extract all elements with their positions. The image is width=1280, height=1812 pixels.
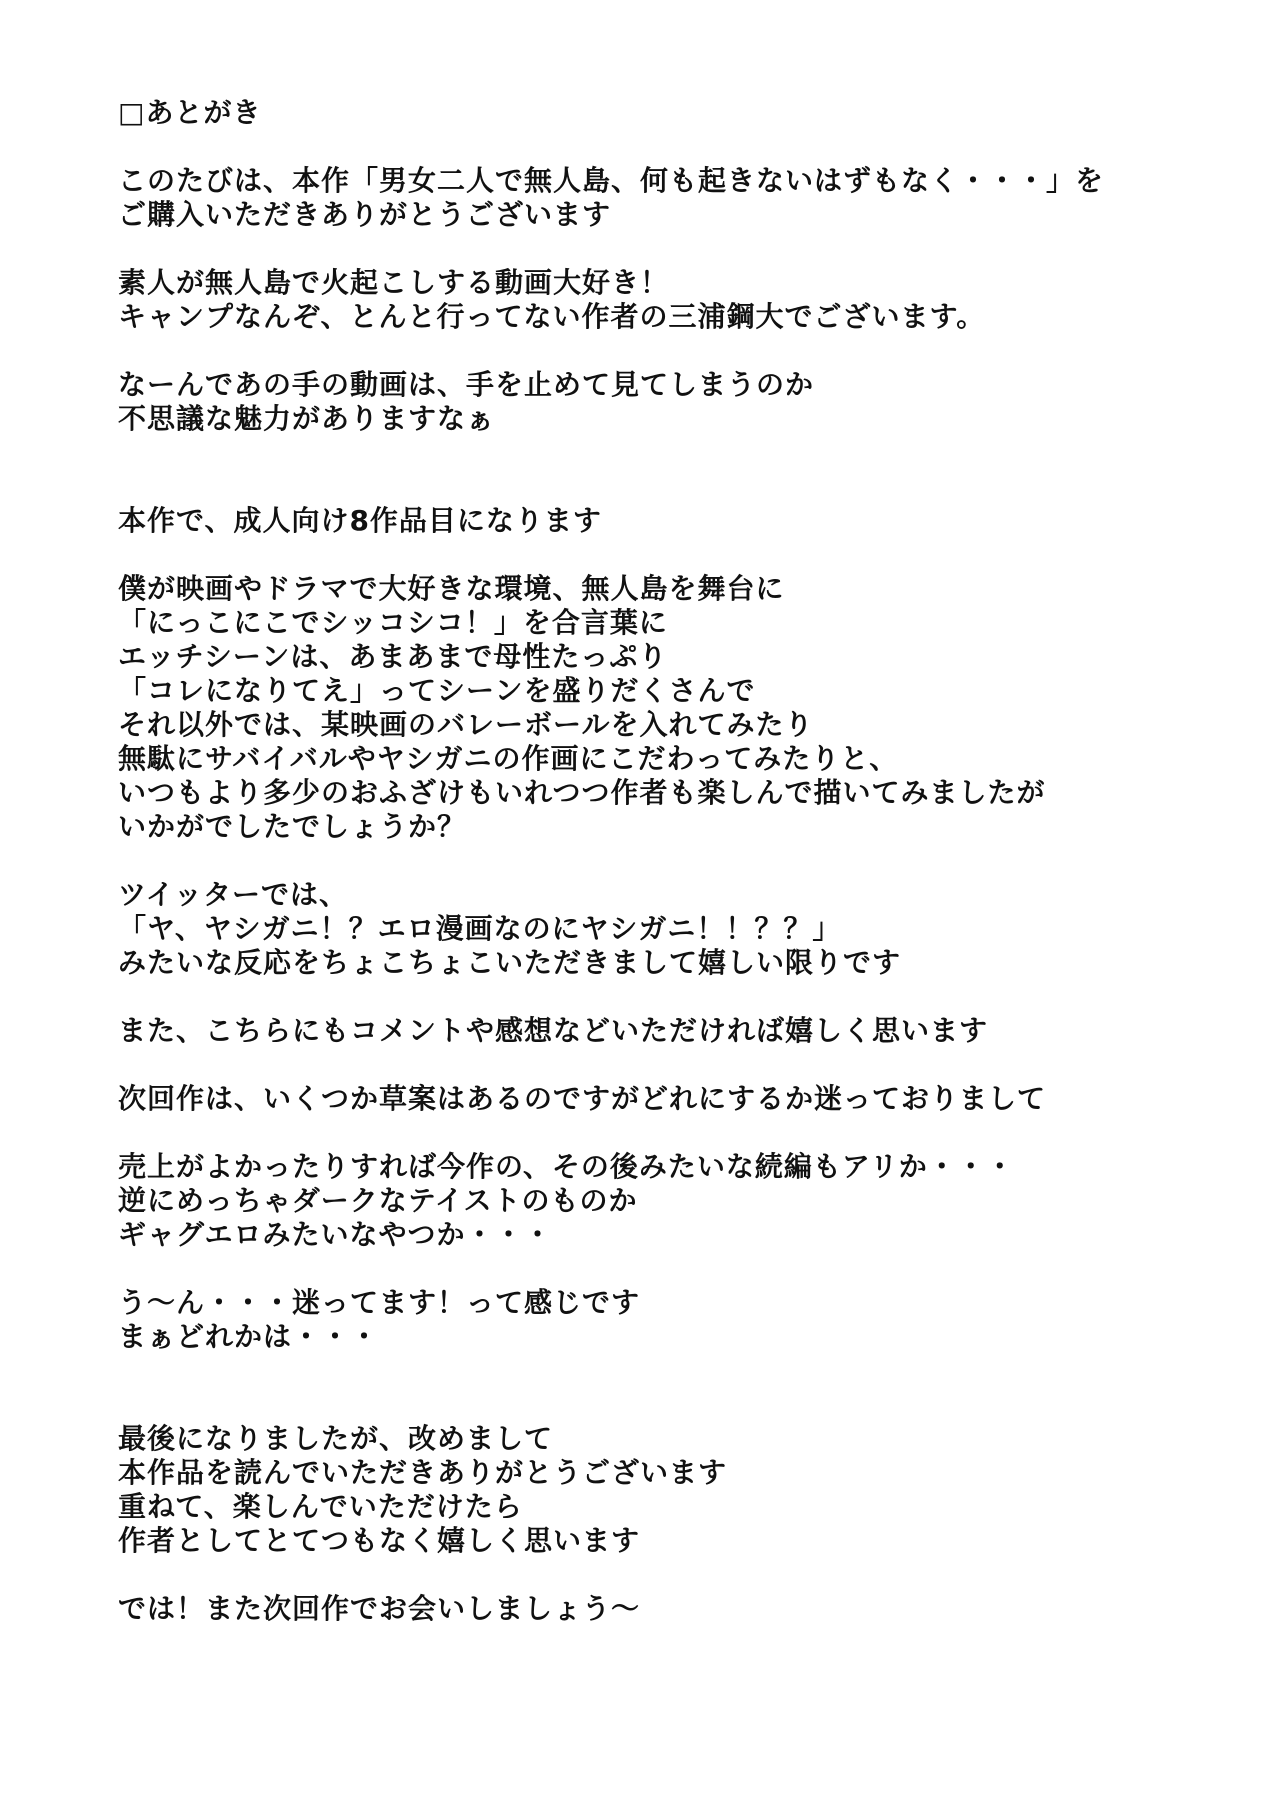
text-line: 作者としてとてつもなく嬉しく思います <box>118 1524 641 1557</box>
paragraph-intro <box>118 266 1258 334</box>
paragraph-twitter <box>118 878 1258 980</box>
text-line: 僕が映画やドラマで大好きな環境、無人島を舞台に <box>118 572 785 605</box>
paragraph-undecided <box>118 1286 1258 1354</box>
text-line: いつもより多少のおふざけもいれつつ作者も楽しんで描いてみましたが <box>118 776 1046 809</box>
afterword-text <box>118 96 1258 1626</box>
text-line: ツイッターでは、 <box>118 878 349 911</box>
text-line: キャンプなんぞ、とんと行ってない作者の三浦鋼大でございます。 <box>118 300 986 333</box>
text-line: 逆にめっちゃダークなテイストのものか <box>118 1184 638 1217</box>
text-line: 不思議な魅力がありますなぁ <box>118 402 496 435</box>
text-line: ギャグエロみたいなやつか・・・ <box>118 1218 553 1251</box>
text-line: それ以外では、某映画のバレーボールを入れてみたり <box>118 708 814 741</box>
text-line: 次回作は、いくつか草案はあるのですがどれにするか迷っておりまして <box>118 1082 1047 1115</box>
text-line: 「にっこにこでシッコシコ！」を合言葉に <box>118 606 668 639</box>
text-line: 「コレになりてえ」ってシーンを盛りだくさんで <box>118 674 756 707</box>
text-line: まぁどれかは・・・ <box>118 1320 380 1353</box>
paragraph-next-work <box>118 1082 1258 1116</box>
text-line: いかがでしたでしょうか？ <box>118 810 467 843</box>
text-line: 「ヤ、ヤシガニ！？エロ漫画なのにヤシガニ！！？？」 <box>118 912 842 945</box>
text-line: う〜ん・・・迷ってます！って感じです <box>118 1286 641 1319</box>
text-line: 重ねて、楽しんでいただけたら <box>118 1490 523 1523</box>
text-line: 売上がよかったりすれば今作の、その後みたいな続編もアリか・・・ <box>118 1150 1015 1183</box>
text-line: 素人が無人島で火起こしする動画大好き！ <box>118 266 670 299</box>
text-line: エッチシーンは、あまあまで母性たっぷり <box>118 640 668 673</box>
text-line: 最後になりましたが、改めまして <box>118 1422 554 1455</box>
paragraph-videos <box>118 368 1258 436</box>
text-line: ご購入いただきありがとうございます <box>118 198 612 231</box>
paragraph-ideas <box>118 1150 1258 1252</box>
text-line: みたいな反応をちょこちょこいただきまして嬉しい限りです <box>118 946 902 979</box>
text-line: また、こちらにもコメントや感想などいただければ嬉しく思います <box>118 1014 989 1047</box>
paragraph-farewell <box>118 1592 1258 1626</box>
text-line: 本作品を読んでいただきありがとうございます <box>118 1456 728 1489</box>
afterword-heading: □あとがき <box>118 96 262 129</box>
text-line: では！また次回作でお会いしましょう〜 <box>118 1592 641 1625</box>
text-line: このたびは、本作「男女二人で無人島、何も起きないはずもなく・・・」を <box>118 164 1105 197</box>
text-line: 本作で、成人向け8作品目になります <box>118 504 602 537</box>
paragraph-closing <box>118 1422 1258 1558</box>
text-line: なーんであの手の動画は、手を止めて見てしまうのか <box>118 368 815 401</box>
paragraph-setting <box>118 572 1258 844</box>
paragraph-thanks <box>118 164 1258 232</box>
text-line: 無駄にサバイバルやヤシガニの作画にこだわってみたりと、 <box>118 742 899 775</box>
paragraph-work-count <box>118 504 1258 538</box>
paragraph-comments <box>118 1014 1258 1048</box>
